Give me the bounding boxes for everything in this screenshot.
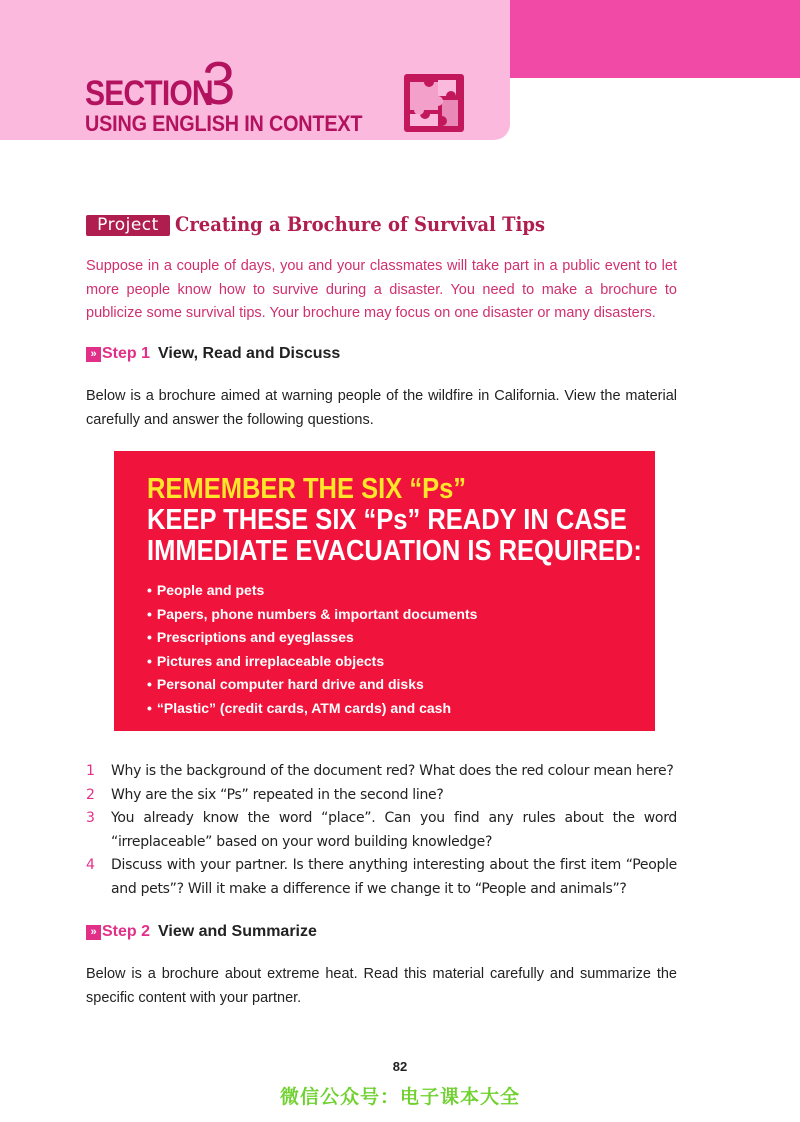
step-2-text: Below is a brochure about extreme heat. Read this material carefully and summarize the specific content with your partner.	[86, 966, 677, 1006]
brochure-list	[147, 579, 477, 720]
question-list	[86, 760, 677, 901]
list-item: • Prescriptions and eyeglasses	[147, 629, 354, 645]
step-1-title: View, Read and Discuss	[158, 345, 341, 362]
step-1-heading	[86, 345, 340, 363]
wildfire-brochure	[114, 451, 655, 731]
question-number: 4	[86, 857, 95, 873]
brochure-heading: REMEMBER THE SIX “Ps”	[147, 473, 467, 505]
question-item	[86, 760, 677, 784]
step-2-heading	[86, 923, 317, 941]
question-item	[86, 784, 677, 808]
question-item	[86, 807, 677, 854]
double-chevron-icon: »	[86, 347, 101, 362]
question-number: 1	[86, 763, 95, 779]
project-title: Creating a Brochure of Survival Tips	[175, 212, 546, 236]
header-accent-band	[508, 0, 800, 78]
page-number: 82	[392, 1059, 408, 1074]
question-text: Why is the background of the document red? What does the red colour mean here?	[111, 763, 674, 779]
list-item: • “Plastic” (credit cards, ATM cards) and cash	[147, 699, 452, 716]
list-item-text: Personal computer hard drive and disks	[156, 676, 424, 692]
question-text: Why are the six “Ps” repeated in the second line?	[111, 786, 444, 803]
section-header	[0, 0, 510, 140]
list-item-text: People and pets	[156, 582, 265, 598]
step-2-title: View and Summarize	[158, 923, 317, 940]
step-1-text: Below is a brochure aimed at warning people of the wildfire in California. View the material carefully and answer the following questions.	[86, 388, 677, 428]
section-subtitle: USING ENGLISH IN CONTEXT	[85, 111, 363, 136]
brochure-heading-line-2: KEEP THESE SIX “Ps” READY IN CASE	[147, 504, 627, 536]
project-badge: Project	[86, 215, 170, 236]
list-item: • Pictures and irreplaceable objects	[147, 652, 385, 669]
section-word: SECTION	[85, 74, 213, 113]
question-item	[86, 854, 677, 901]
list-item: • Personal computer hard drive and disks	[147, 676, 424, 692]
project-intro: Suppose in a couple of days, you and your classmates will take part in a public event to let more people know how to survive during a disaster. You need to make a brochure to publicize some survival tips. Your brochure may focus on one disaster or many disasters.	[86, 258, 677, 321]
footer-watermark: 微信公众号：电子课本大全	[279, 1087, 520, 1108]
question-number: 3	[86, 810, 95, 826]
section-number: 3	[202, 50, 236, 117]
brochure-heading-line-3: IMMEDIATE EVACUATION IS REQUIRED:	[147, 535, 642, 567]
step-1-label: Step 1	[102, 345, 151, 362]
list-item: • Papers, phone numbers & important documents	[147, 605, 478, 622]
list-item-text: Pictures and irreplaceable objects	[156, 652, 385, 669]
puzzle-icon	[404, 74, 464, 132]
step-2-label: Step 2	[102, 923, 151, 940]
list-item-text: “Plastic” (credit cards, ATM cards) and cash	[156, 699, 452, 716]
list-item-text: Papers, phone numbers & important documents	[156, 605, 478, 622]
double-chevron-icon: »	[86, 925, 101, 940]
question-number: 2	[86, 786, 95, 803]
list-item: • People and pets	[147, 582, 265, 598]
list-item-text: Prescriptions and eyeglasses	[156, 629, 354, 645]
question-text: Discuss with your partner. Is there anything interesting about the first item “People and pets”? Will it make a difference if we change it to “People and animals”?	[111, 857, 677, 897]
question-text: You already know the word “place”. Can you find any rules about the word “irreplaceable” based on your word building knowledge?	[111, 810, 677, 850]
